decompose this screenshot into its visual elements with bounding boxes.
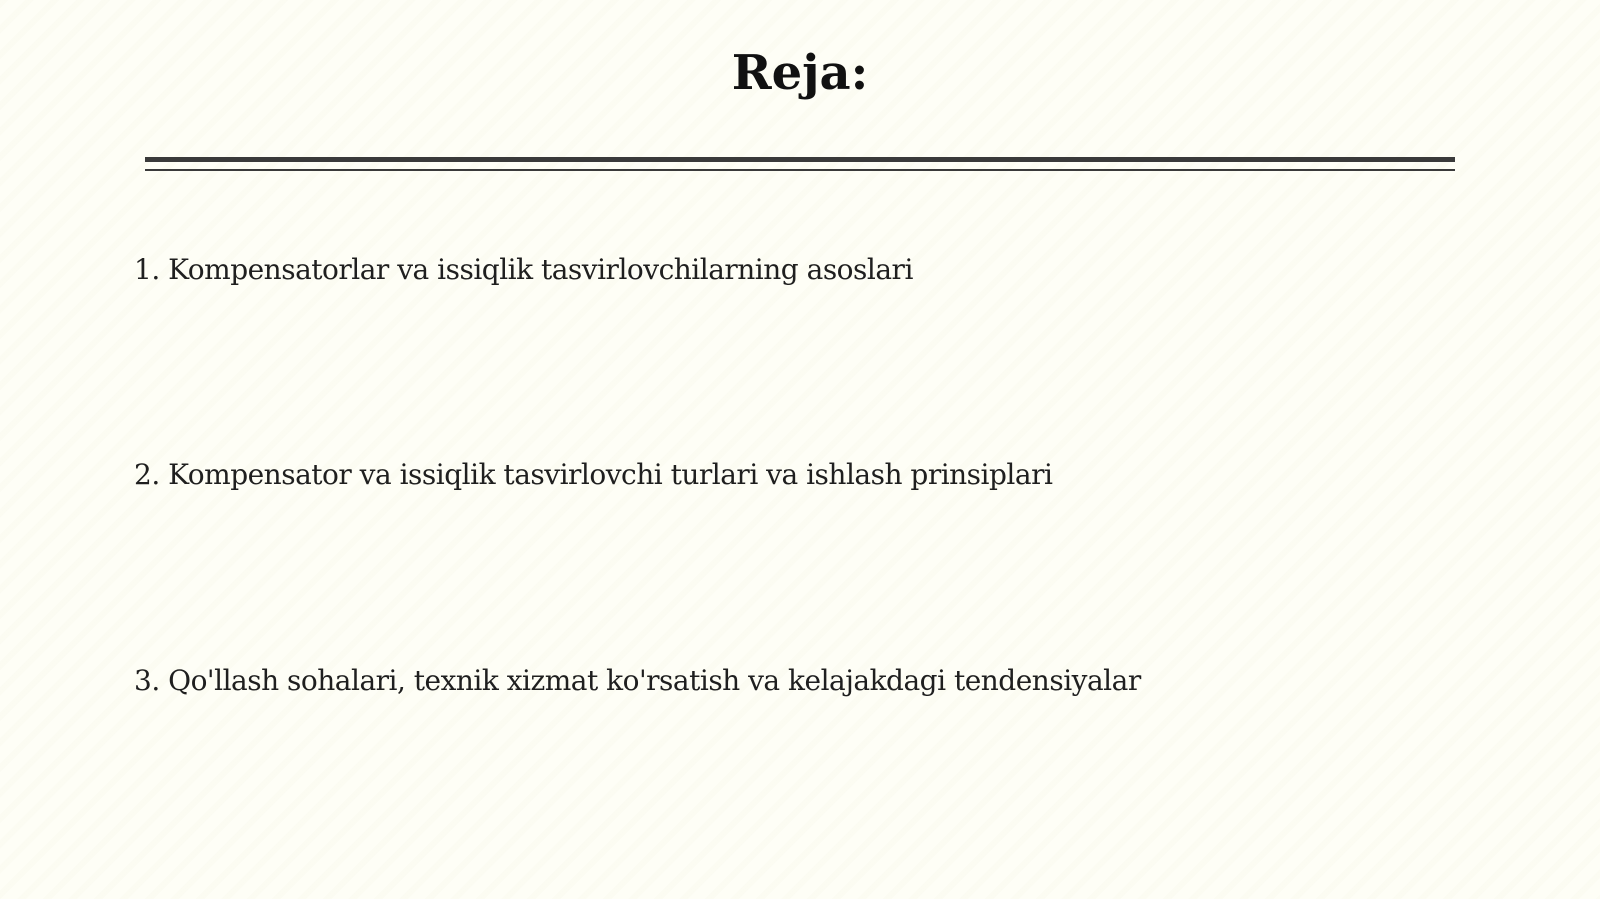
plan-item-2: 2. Kompensator va issiqlik tasvirlovchi turlari va ishlash prinsiplari [134,458,1053,491]
title-divider-thin [145,169,1455,171]
slide-title: Reja: [731,45,869,101]
plan-item-1: 1. Kompensatorlar va issiqlik tasvirlovchilarning asoslari [134,253,913,286]
title-divider-thick [145,157,1455,162]
plan-item-3: 3. Qo'llash sohalari, texnik xizmat ko'rsatish va kelajakdagi tendensiyalar [134,664,1141,697]
